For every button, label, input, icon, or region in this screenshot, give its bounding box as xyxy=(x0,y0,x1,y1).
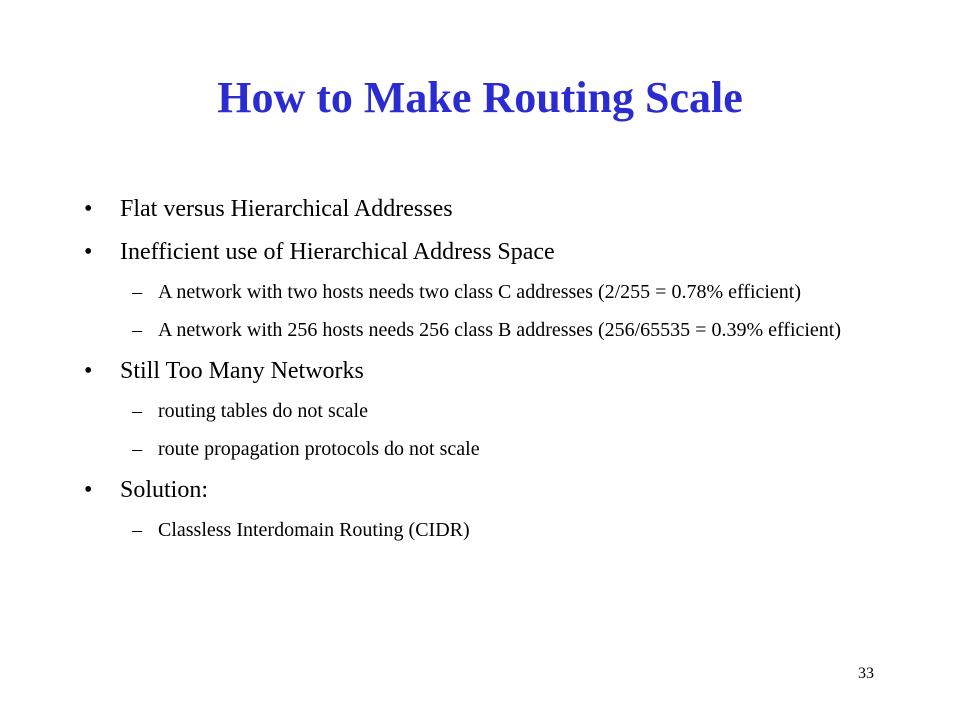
bullet-text: Inefficient use of Hierarchical Address Space xyxy=(120,239,555,265)
sub-bullet-item xyxy=(84,518,884,543)
bullet-marker: • xyxy=(84,477,93,503)
sub-bullet-text: Classless Interdomain Routing (CIDR) xyxy=(158,519,470,541)
slide-title: How to Make Routing Scale xyxy=(217,73,743,122)
sub-bullet-item xyxy=(84,399,884,424)
sub-bullet-text: A network with 256 hosts needs 256 class B addresses (256/65535 = 0.39% efficient) xyxy=(158,319,842,341)
bullet-item xyxy=(84,356,884,386)
sub-bullet-text: routing tables do not scale xyxy=(158,400,368,422)
sub-bullet-marker: – xyxy=(132,319,142,341)
sub-bullet-marker: – xyxy=(132,281,142,303)
bullet-item xyxy=(84,475,884,505)
bullet-item xyxy=(84,237,884,267)
sub-bullet-marker: – xyxy=(132,438,142,460)
bullet-text: Flat versus Hierarchical Addresses xyxy=(120,196,453,222)
bullet-marker: • xyxy=(84,358,93,384)
bullet-item xyxy=(84,194,884,224)
sub-bullet-text: route propagation protocols do not scale xyxy=(158,438,480,460)
bullet-text: Solution: xyxy=(120,477,209,503)
sub-bullet-item xyxy=(84,437,884,462)
sub-bullet-item xyxy=(84,318,884,343)
page-number: 33 xyxy=(858,665,874,682)
bullet-marker: • xyxy=(84,239,93,265)
sub-bullet-marker: – xyxy=(132,519,142,541)
sub-bullet-item xyxy=(84,280,884,305)
slide-body xyxy=(84,194,884,556)
bullet-text: Still Too Many Networks xyxy=(120,358,364,384)
sub-bullet-marker: – xyxy=(132,400,142,422)
sub-bullet-text: A network with two hosts needs two class C addresses (2/255 = 0.78% efficient) xyxy=(158,281,802,303)
bullet-marker: • xyxy=(84,196,93,222)
